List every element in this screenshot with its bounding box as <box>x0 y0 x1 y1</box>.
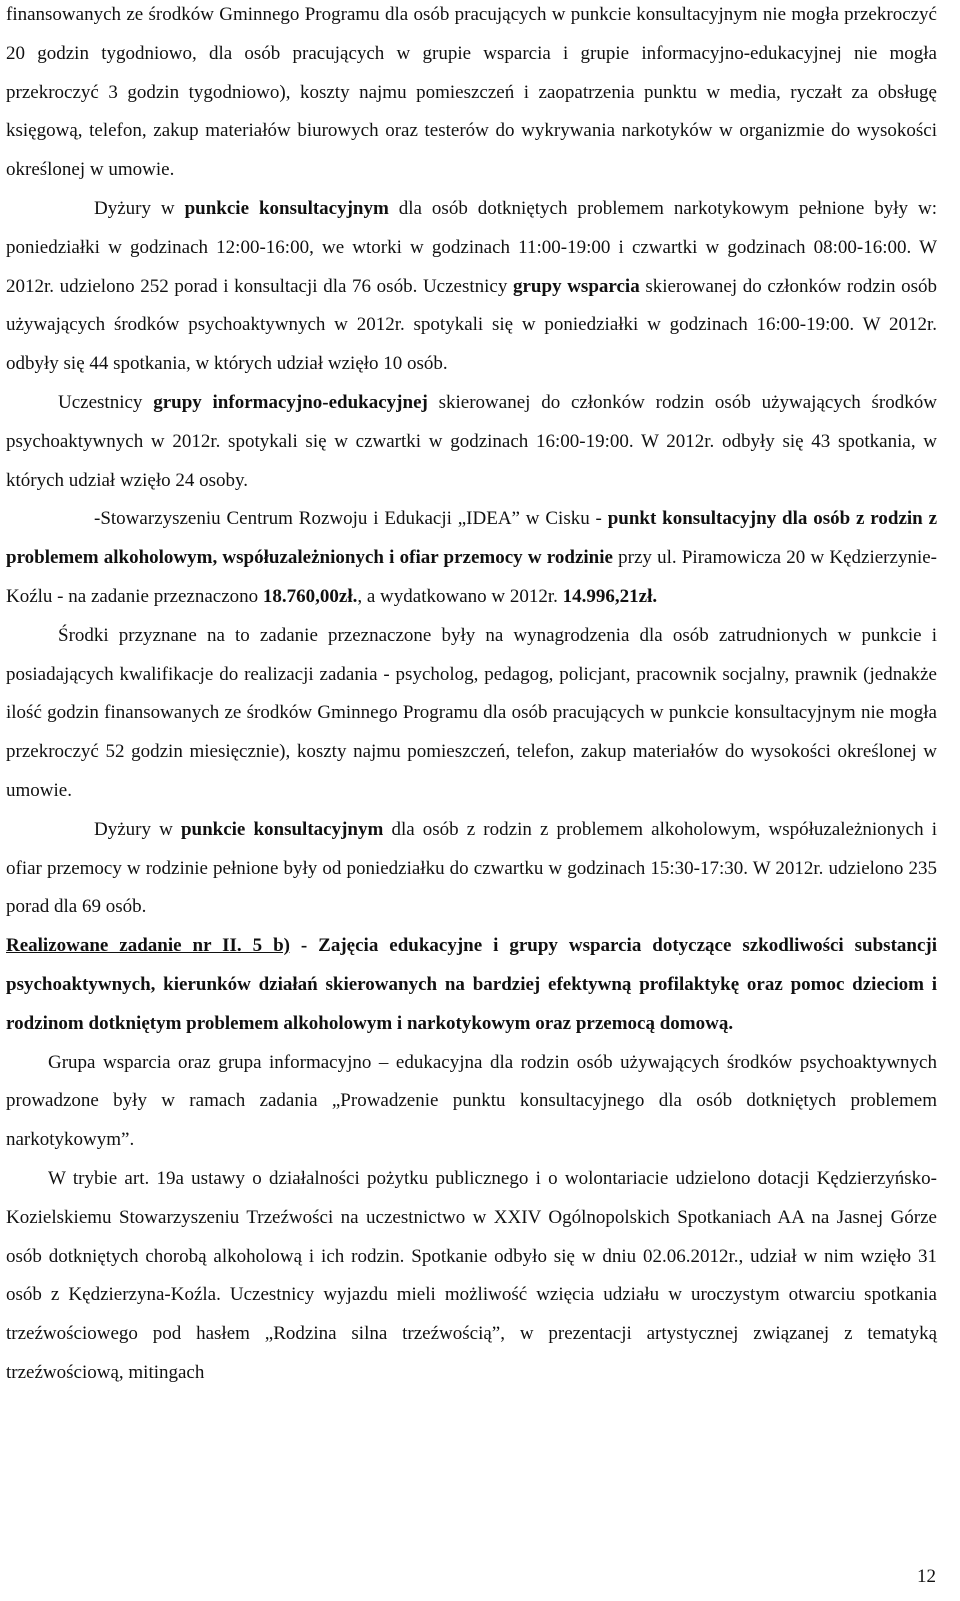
text-segment: , a wydatkowano w 2012r. <box>357 585 563 607</box>
paragraph-drug-point-hours <box>6 190 937 384</box>
bold-text-segment: Realizowane zadanie nr II. 5 b) <box>6 935 290 957</box>
page-number: 12 <box>917 1566 936 1587</box>
text-segment: skierowanej do członków rodzin osób używających środków psychoaktywnych w 2012r. spotykali się w poniedziałki w godzinach 16:00-19:00. W 2012r. odbyły się 44 spotkania, w których udział wzięło 10 osób. <box>6 275 937 375</box>
text-segment: dla osób dotkniętych problemem narkotykowym pełnione były w: poniedziałki w godzinach 12:00-16:00, we wtorki w godzinach 11:00-19:00 i czwartki w godzinach 08:00-16:00. W 2012r. udzielono 252 porad i konsultacji dla 76 osób. Uczestnicy <box>6 197 937 297</box>
paragraph-funding-continuation <box>6 0 937 190</box>
paragraph-alcohol-point-hours <box>6 811 937 927</box>
text-segment: Dyżury w <box>94 197 185 219</box>
paragraph-idea-association <box>6 500 937 616</box>
bold-text-segment: - Zajęcia edukacyjne i grupy wsparcia dotyczące szkodliwości substancji psychoaktywnych, kierunków działań skierowanych na bardziej efektywną profilaktykę oraz pomoc dzieciom i rodzinom dotkniętym problemem alkoholowym i narkotykowym oraz przemocą domową. <box>6 935 937 1034</box>
text-segment: Uczestnicy <box>58 391 154 413</box>
section-heading-task-ii-5b <box>6 927 937 1043</box>
bold-text-segment: punkcie konsultacyjnym <box>180 818 384 840</box>
paragraph-article-19a <box>6 1160 937 1393</box>
text-segment: Grupa wsparcia oraz grupa informacyjno – edukacyjna dla rodzin osób używających środków psychoaktywnych prowadzone były w ramach zadania „Prowadzenie punktu konsultacyjnego dla osób dotkniętych problemem narkotykowym”. <box>6 1051 937 1151</box>
bold-text-segment: 18.760,00zł. <box>262 585 358 607</box>
bold-text-segment: punkcie konsultacyjnym <box>184 197 389 219</box>
text-segment: dla osób z rodzin z problemem alkoholowym, współuzależnionych i ofiar przemocy w rodzinie pełnione były od poniedziałku do czwartku w godzinach 15:30-17:30. W 2012r. udzielono 235 porad dla 69 osób. <box>6 818 938 918</box>
text-segment: Środki przyznane na to zadanie przeznaczone były na wynagrodzenia dla osób zatrudnionych w punkcie i posiadających kwalifikacje do realizacji zadania - psycholog, pedagog, policjant, pracownik socjalny, prawnik (jednakże ilość godzin finansowanych ze środków Gminnego Programu dla osób pracujących w punkcie konsultacyjnym nie mogła przekroczyć 52 godzin miesięcznie), koszty najmu pomieszczeń, telefon, zakup materiałów do wysokości określonej w umowie. <box>6 624 937 801</box>
text-segment: przy ul. Piramowicza 20 w Kędzierzynie-Koźlu - na zadanie przeznaczono <box>6 547 937 607</box>
bold-text-segment: 14.996,21zł. <box>562 585 658 607</box>
bold-text-segment: grupy informacyjno-edukacyjnej <box>153 391 428 413</box>
document-body <box>6 0 937 1393</box>
paragraph-groups-description <box>6 1044 937 1160</box>
paragraph-funds-allocated <box>6 617 937 811</box>
bold-text-segment: punkt konsultacyjny dla osób z rodzin z problemem alkoholowym, współuzależnionych i ofiar przemocy w rodzinie <box>6 508 938 569</box>
text-segment: W trybie art. 19a ustawy o działalności pożytku publicznego i o wolontariacie udzielono dotacji Kędzierzyńsko-Kozielskiemu Stowarzyszeniu Trzeźwości na uczestnictwo w XXIV Ogólnopolskich Spotkaniach AA na Jasnej Górze osób dotkniętych chorobą alkoholową i ich rodzin. Spotkanie odbyło się w dniu 02.06.2012r., udział w nim wzięło 31 osób z Kędzierzyna-Koźla. Uczestnicy wyjazdu mieli możliwość wzięcia udziału w uroczystym otwarciu spotkania trzeźwościowego pod hasłem „Rodzina silna trzeźwością”, w prezentacji artystycznej związanej z tematyką trzeźwościową, mitingach <box>6 1167 937 1383</box>
text-segment: finansowanych ze środków Gminnego Programu dla osób pracujących w punkcie konsultacyjnym nie mogła przekroczyć 20 godzin tygodniowo, dla osób pracujących w grupie wsparcia i grupie informacyjno-edukacyjnej nie mogła przekroczyć 3 godzin tygodniowo), koszty najmu pomieszczeń i zaopatrzenia punktu w media, ryczałt za obsługę księgową, telefon, zakup materiałów biurowych oraz testerów do wykrywania narkotyków w organizmie do wysokości określonej w umowie. <box>6 4 937 181</box>
paragraph-info-group <box>6 384 937 500</box>
text-segment: skierowanej do członków rodzin osób używających środków psychoaktywnych w 2012r. spotykali się w czwartki w godzinach 16:00-19:00. W 2012r. odbyły się 43 spotkania, w których udział wzięło 24 osoby. <box>6 391 937 491</box>
text-segment: -Stowarzyszeniu Centrum Rozwoju i Edukacji „IDEA” w Cisku - <box>94 508 608 530</box>
bold-text-segment: grupy wsparcia <box>513 275 640 297</box>
text-segment: Dyżury w <box>94 818 181 840</box>
